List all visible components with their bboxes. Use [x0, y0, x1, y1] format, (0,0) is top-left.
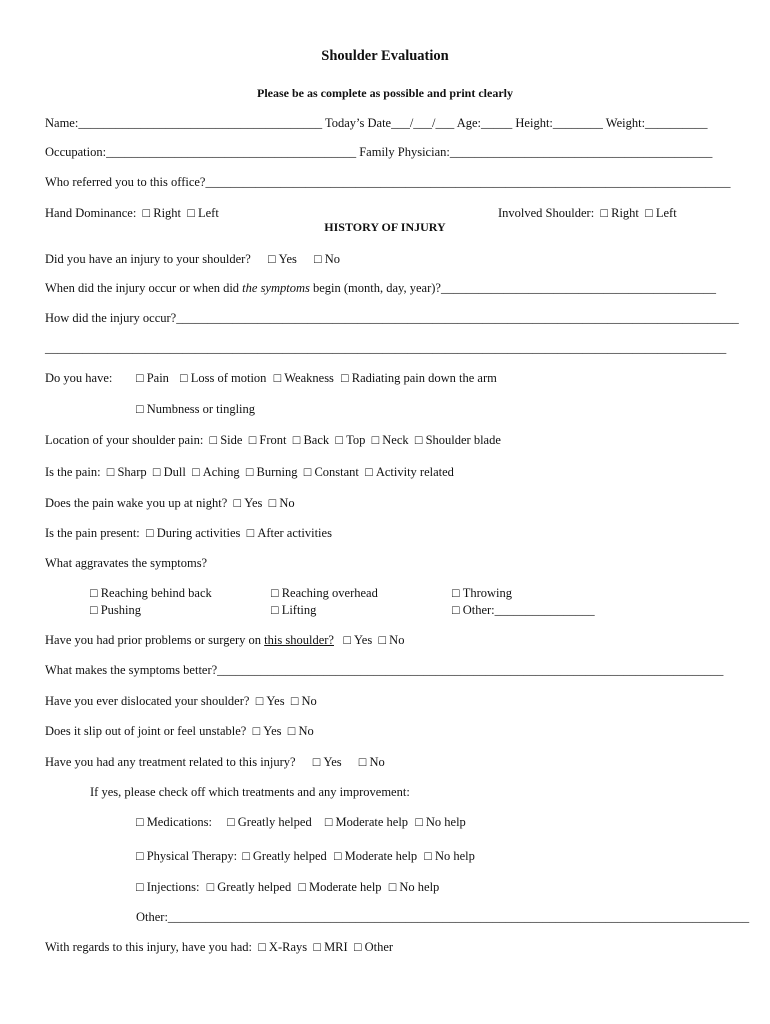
treatment-no-checkbox[interactable]: □ No	[358, 755, 385, 769]
injury-yes-checkbox[interactable]: □ Yes	[267, 252, 297, 266]
pain-location-row	[45, 433, 501, 448]
aggravates-throwing-checkbox[interactable]: □ Throwing	[452, 586, 512, 600]
location-shoulder-blade-checkbox[interactable]: □ Shoulder blade	[411, 433, 501, 447]
night-pain-row	[45, 496, 295, 511]
pain-type-label: Is the pain:	[45, 465, 101, 479]
symptom-pain-checkbox[interactable]: □ Pain	[136, 371, 169, 385]
involved-shoulder-row	[498, 206, 677, 221]
injections-moderate-help-checkbox[interactable]: □ Moderate help	[298, 880, 382, 894]
injury-date-field[interactable]: When did the injury occur or when did the symptoms begin (month, day, year)?____________________________________________	[45, 281, 716, 295]
pain-sharp-checkbox[interactable]: □ Sharp	[103, 465, 147, 479]
pain-burning-checkbox[interactable]: □ Burning	[242, 465, 298, 479]
location-back-checkbox[interactable]: □ Back	[289, 433, 330, 447]
imaging-other-checkbox[interactable]: □ Other	[350, 940, 394, 954]
imaging-label: With regards to this injury, have you had:	[45, 940, 252, 954]
medications-checkbox[interactable]: □ Medications:	[136, 815, 212, 829]
referral-field[interactable]: Who referred you to this office?____________________________________________________________________________________	[45, 175, 731, 189]
hand-dominance-label: Hand Dominance:	[45, 206, 137, 220]
involved-shoulder-label: Involved Shoulder:	[498, 206, 595, 220]
symptoms-question-label: Do you have:	[45, 371, 113, 385]
hand-dominance-row	[45, 206, 219, 221]
imaging-xrays-checkbox[interactable]: □ X-Rays	[255, 940, 308, 954]
physical-therapy-greatly-helped-checkbox[interactable]: □ Greatly helped	[242, 849, 327, 863]
treatment-medications-row	[136, 815, 466, 830]
injury-question-label: Did you have an injury to your shoulder?	[45, 252, 251, 266]
dislocated-row	[45, 694, 317, 709]
imaging-mri-checkbox[interactable]: □ MRI	[310, 940, 348, 954]
injections-no-help-checkbox[interactable]: □ No help	[388, 880, 440, 894]
pain-present-row	[45, 526, 332, 541]
night-pain-label: Does the pain wake you up at night?	[45, 496, 228, 510]
aggravates-question-label: What aggravates the symptoms?	[45, 556, 208, 570]
location-side-checkbox[interactable]: □ Side	[206, 433, 243, 447]
symptom-numbness-checkbox[interactable]: □ Numbness or tingling	[136, 402, 256, 416]
prior-problems-label: Have you had prior problems or surgery on this shoulder?	[45, 633, 334, 647]
involved-shoulder-right-checkbox[interactable]: □ Right	[597, 206, 639, 220]
pain-activity-related-checkbox[interactable]: □ Activity related	[362, 465, 454, 479]
symptom-loss-of-motion-checkbox[interactable]: □ Loss of motion	[180, 371, 267, 385]
physical-therapy-no-help-checkbox[interactable]: □ No help	[424, 849, 475, 863]
pain-constant-checkbox[interactable]: □ Constant	[300, 465, 359, 479]
prior-problems-row	[45, 633, 404, 648]
occupation-physician-fields[interactable]: Occupation:________________________________________ Family Physician:__________________________________________	[45, 145, 713, 159]
physical-therapy-moderate-help-checkbox[interactable]: □ Moderate help	[333, 849, 418, 863]
location-top-checkbox[interactable]: □ Top	[332, 433, 366, 447]
medications-no-help-checkbox[interactable]: □ No help	[415, 815, 466, 829]
dislocated-yes-checkbox[interactable]: □ Yes	[252, 694, 285, 708]
pain-location-label: Location of your shoulder pain:	[45, 433, 204, 447]
prior-problems-no-checkbox[interactable]: □ No	[375, 633, 405, 647]
if-yes-instruction: If yes, please check off which treatments and any improvement:	[90, 785, 410, 799]
symptoms-better-field[interactable]: What makes the symptoms better?_________________________________________________________________________________	[45, 663, 724, 677]
pain-present-label: Is the pain present:	[45, 526, 140, 540]
dislocated-label: Have you ever dislocated your shoulder?	[45, 694, 250, 708]
unstable-row	[45, 724, 314, 739]
symptom-weakness-checkbox[interactable]: □ Weakness	[273, 371, 334, 385]
unstable-yes-checkbox[interactable]: □ Yes	[249, 724, 282, 738]
location-neck-checkbox[interactable]: □ Neck	[368, 433, 409, 447]
history-heading: HISTORY OF INJURY	[324, 220, 446, 234]
pain-dull-checkbox[interactable]: □ Dull	[149, 465, 186, 479]
aggravates-reaching-behind-back-checkbox[interactable]: □ Reaching behind back	[90, 586, 212, 600]
treatment-injections-row	[136, 880, 439, 895]
pain-during-activities-checkbox[interactable]: □ During activities	[142, 526, 241, 540]
aggravates-other-checkbox[interactable]: □ Other:________________	[452, 603, 595, 617]
form-subtitle: Please be as complete as possible and print clearly	[257, 86, 513, 100]
treatment-yes-checkbox[interactable]: □ Yes	[312, 755, 342, 769]
treatment-row	[45, 755, 385, 770]
location-front-checkbox[interactable]: □ Front	[245, 433, 287, 447]
injections-greatly-helped-checkbox[interactable]: □ Greatly helped	[206, 880, 292, 894]
unstable-label: Does it slip out of joint or feel unstable?	[45, 724, 247, 738]
unstable-no-checkbox[interactable]: □ No	[284, 724, 314, 738]
form-title: Shoulder Evaluation	[321, 48, 449, 64]
injury-question-row	[45, 252, 340, 267]
symptom-radiating-pain-checkbox[interactable]: □ Radiating pain down the arm	[341, 371, 497, 385]
name-date-age-height-weight-fields[interactable]: Name:_______________________________________ Today’s Date___/___/___ Age:_____ Height:________ Weight:__________	[45, 116, 708, 130]
medications-greatly-helped-checkbox[interactable]: □ Greatly helped	[227, 815, 312, 829]
injections-checkbox[interactable]: □ Injections:	[136, 880, 200, 894]
night-pain-no-checkbox[interactable]: □ No	[265, 496, 295, 510]
hand-dominance-right-checkbox[interactable]: □ Right	[139, 206, 182, 220]
physical-therapy-checkbox[interactable]: □ Physical Therapy:	[136, 849, 238, 863]
pain-after-activities-checkbox[interactable]: □ After activities	[243, 526, 332, 540]
symptoms-options-row	[136, 371, 497, 386]
aggravates-pushing-checkbox[interactable]: □ Pushing	[90, 603, 141, 617]
hand-dominance-left-checkbox[interactable]: □ Left	[184, 206, 219, 220]
other-treatment-field[interactable]: Other:_____________________________________________________________________________________________	[136, 910, 750, 924]
night-pain-yes-checkbox[interactable]: □ Yes	[230, 496, 263, 510]
imaging-row	[45, 940, 393, 955]
dislocated-no-checkbox[interactable]: □ No	[287, 694, 317, 708]
injury-how-field[interactable]: How did the injury occur?__________________________________________________________________________________________	[45, 311, 739, 325]
pain-aching-checkbox[interactable]: □ Aching	[188, 465, 240, 479]
pain-type-row	[45, 465, 454, 480]
medications-moderate-help-checkbox[interactable]: □ Moderate help	[324, 815, 409, 829]
involved-shoulder-left-checkbox[interactable]: □ Left	[642, 206, 677, 220]
aggravates-reaching-overhead-checkbox[interactable]: □ Reaching overhead	[271, 586, 378, 600]
treatment-physical-therapy-row	[136, 849, 475, 864]
aggravates-lifting-checkbox[interactable]: □ Lifting	[271, 603, 317, 617]
prior-problems-yes-checkbox[interactable]: □ Yes	[337, 633, 373, 647]
injury-no-checkbox[interactable]: □ No	[314, 252, 340, 266]
injury-how-continuation-line[interactable]: _____________________________________________________________________________________________________________	[45, 341, 727, 355]
treatment-label: Have you had any treatment related to this injury?	[45, 755, 296, 769]
